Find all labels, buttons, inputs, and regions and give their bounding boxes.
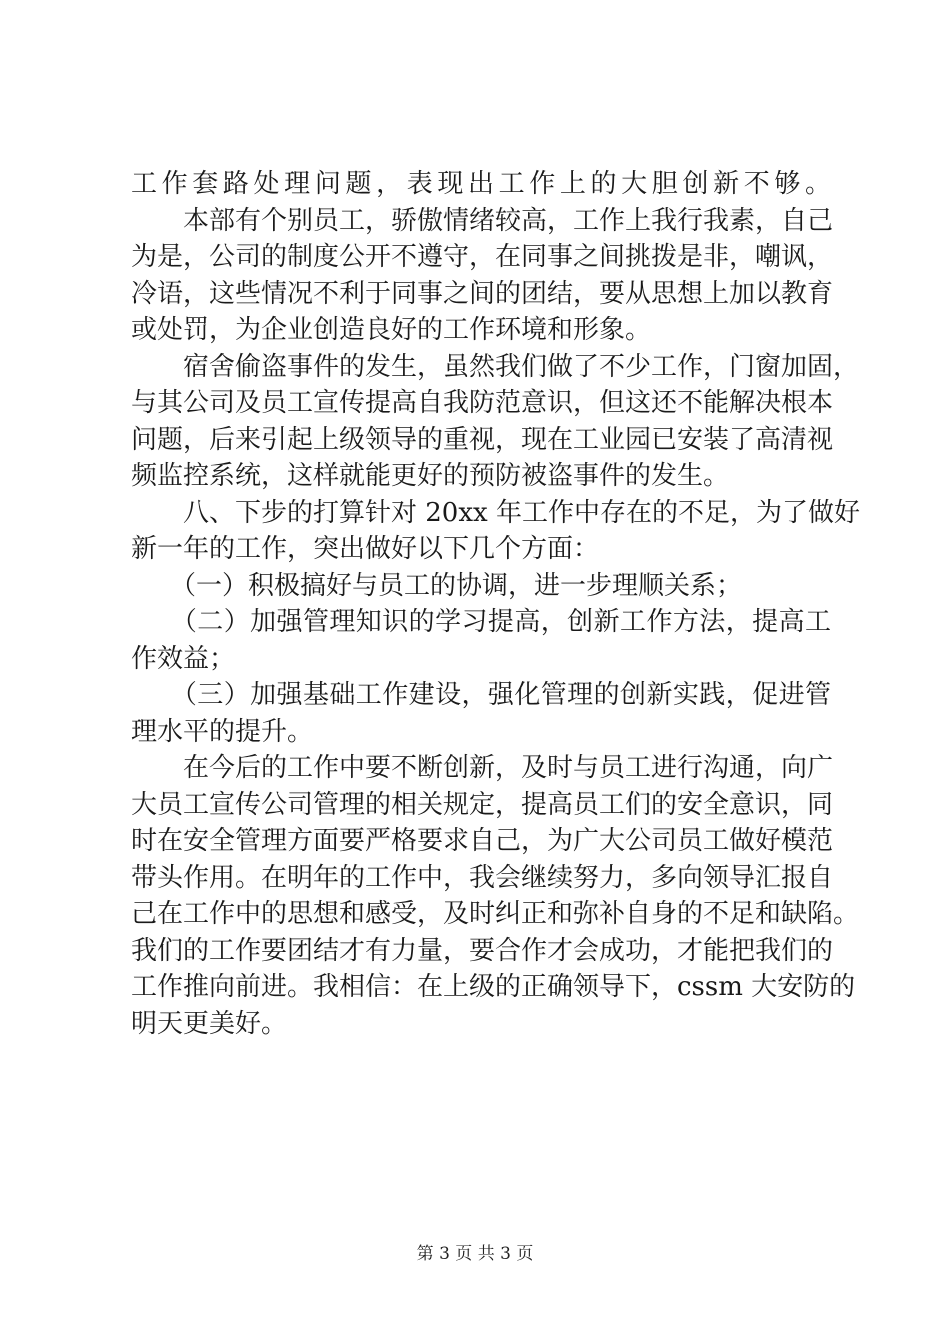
text-line: 大员工宣传公司管理的相关规定，提高员工们的安全意识，同 xyxy=(131,789,834,820)
text-line: （二）加强管理知识的学习提高，创新工作方法，提高工 xyxy=(131,607,831,637)
text-line: 时在安全管理方面要严格要求自己，为广大公司员工做好模范 xyxy=(131,826,834,856)
text-line: 或处罚，为企业创造良好的工作环境和形象。 xyxy=(131,315,652,345)
text-line: 问题，后来引起上级领导的重视，现在工业园已安装了高清视 xyxy=(131,424,834,455)
text-line: 与其公司及员工宣传提高自我防范意识，但这还不能解决根本 xyxy=(131,388,834,418)
text-line: 理水平的提升。 xyxy=(131,716,314,747)
page-footer: 第 3 页 共 3 页 xyxy=(416,1244,534,1264)
text-line: 工作推向前进。我相信：在上级的正确领导下，cssm 大安防的 xyxy=(131,972,856,1002)
text-line: 带头作用。在明年的工作中，我会继续努力，多向领导汇报自 xyxy=(131,862,834,893)
text-line: 频监控系统，这样就能更好的预防被盗事件的发生。 xyxy=(131,461,730,491)
document-body xyxy=(131,166,860,1042)
text-line: 明天更美好。 xyxy=(131,1008,288,1039)
text-line: 宿舍偷盗事件的发生，虽然我们做了不少工作，门窗加固， xyxy=(131,351,860,382)
text-line: 新一年的工作，突出做好以下几个方面： xyxy=(131,534,600,564)
text-line: 本部有个别员工，骄傲情绪较高，工作上我行我素，自己 xyxy=(131,205,834,236)
text-line: 在今后的工作中要不断创新，及时与员工进行沟通，向广 xyxy=(131,753,834,783)
text-line: 为是，公司的制度公开不遵守，在同事之间挑拨是非，嘲讽， xyxy=(131,242,834,272)
text-line: 冷语，这些情况不利于同事之间的团结，要从思想上加以教育 xyxy=(131,278,834,309)
text-line: （三）加强基础工作建设，强化管理的创新实践，促进管 xyxy=(131,680,831,710)
text-line: 我们的工作要团结才有力量，要合作才会成功，才能把我们的 xyxy=(131,935,834,966)
text-line: 工作套路处理问题，表现出工作上的大胆创新不够。 xyxy=(131,169,831,199)
text-line: （一）积极搞好与员工的协调，进一步理顺关系； xyxy=(131,570,743,601)
text-line: 己在工作中的思想和感受，及时纠正和弥补自身的不足和缺陷。 xyxy=(131,899,860,929)
text-line: 八、下步的打算针对 20xx 年工作中存在的不足，为了做好 xyxy=(131,497,860,528)
text-line: 作效益； xyxy=(131,643,236,674)
